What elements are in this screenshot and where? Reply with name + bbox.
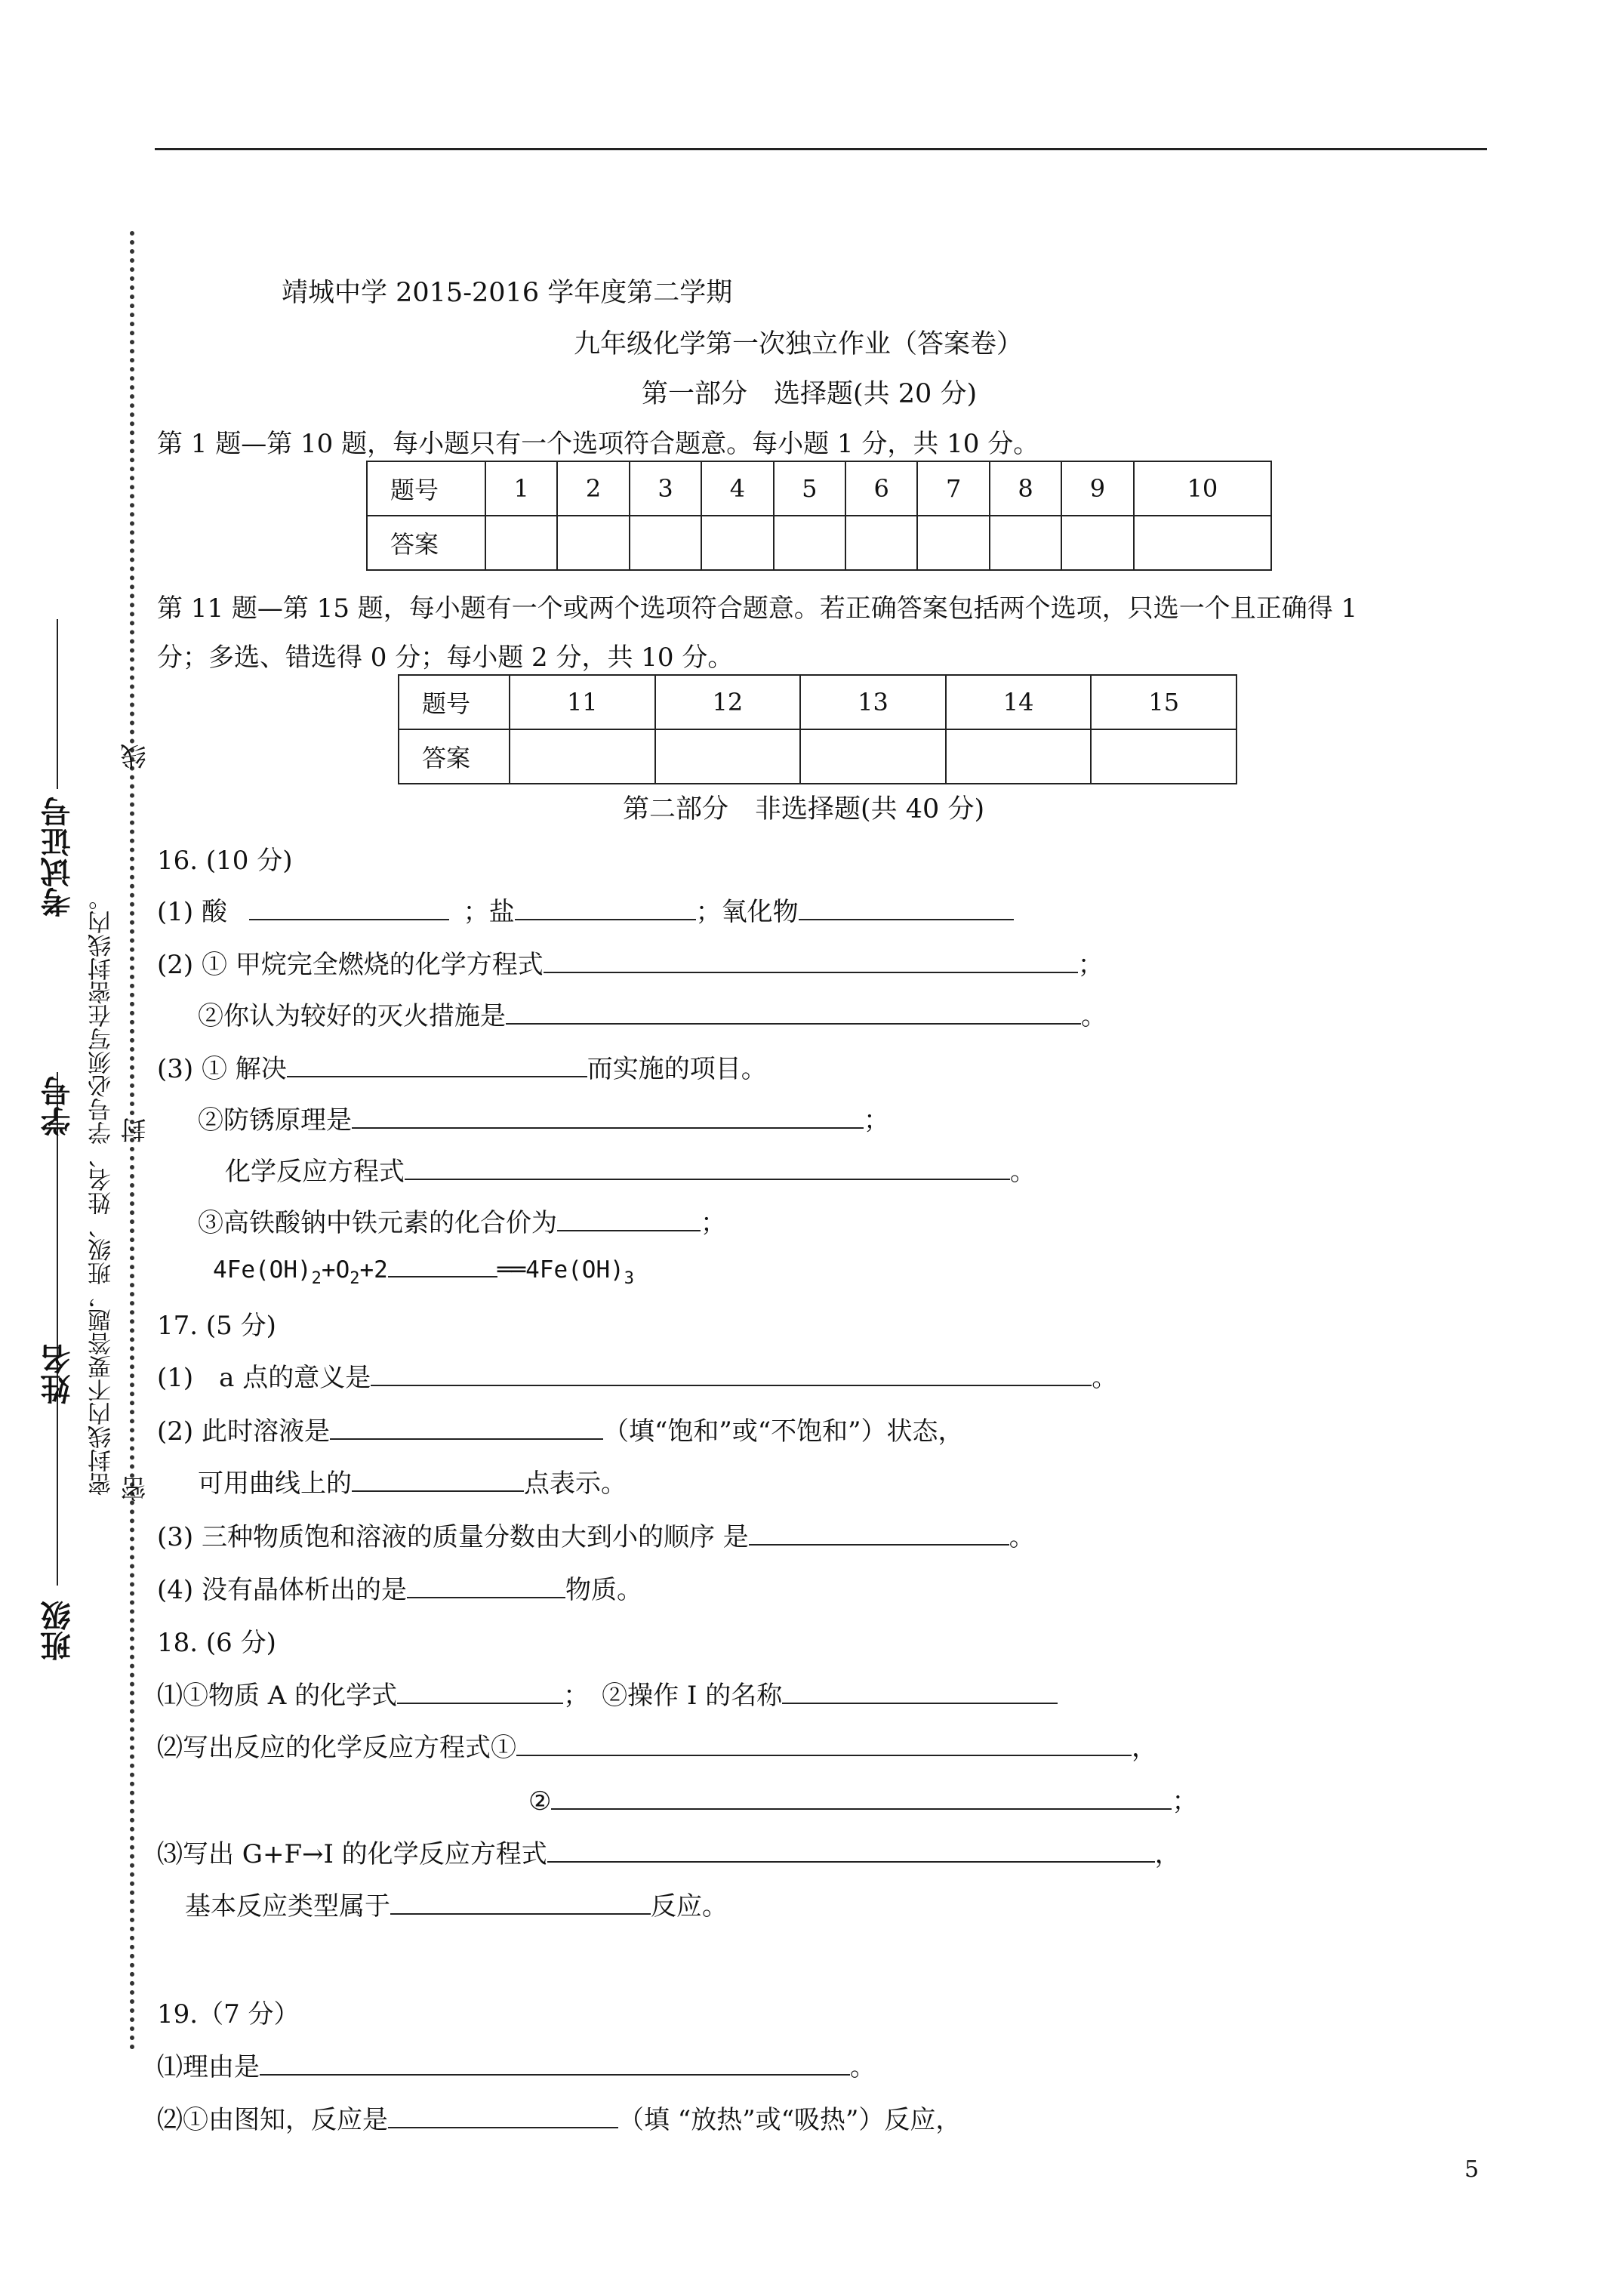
q18-gf-blank[interactable] [547, 1838, 1155, 1863]
q16-l7-punct: ； [701, 1208, 726, 1238]
q18-operation-label: ； ②操作 I 的名称 [563, 1681, 783, 1711]
question-number: 10 [1134, 461, 1271, 516]
q19-heat-suffix: （填 “放热”或“吸热”）反应， [618, 2105, 962, 2135]
q16-eq-blank[interactable] [388, 1253, 497, 1277]
q16-solve-blank[interactable] [287, 1053, 587, 1077]
exam-no-label: 考试证号 [40, 797, 75, 917]
q17-line-2 [157, 1410, 964, 1447]
question-number: 15 [1091, 675, 1236, 729]
q18-reaction2-label: ② [528, 1786, 552, 1817]
q16-line-2 [157, 944, 1104, 981]
q16-acid-blank[interactable] [249, 896, 449, 920]
seal-char-feng: 封 [121, 1117, 151, 1143]
answer-table-2 [398, 674, 1237, 784]
q17-crystal-blank[interactable] [407, 1574, 565, 1598]
q18-reaction1-blank[interactable] [516, 1732, 1132, 1756]
part2-title: 第二部分 非选择题(共 40 分) [623, 794, 985, 824]
q17-crystal-suffix: 物质。 [565, 1575, 642, 1605]
question-number: 12 [655, 675, 801, 729]
row-label-answer: 答案 [367, 516, 485, 570]
answer-cell[interactable] [630, 516, 701, 570]
q16-line-4 [157, 1048, 767, 1085]
answer-cell[interactable] [655, 729, 801, 784]
exam-no-blank [57, 619, 58, 789]
q16-l3-punct: 。 [1081, 1001, 1107, 1031]
eq-part: 4Fe(OH) [213, 1256, 312, 1284]
row-label-number: 题号 [367, 461, 485, 516]
section2-instruction-2: 分；多选、错选得 0 分；每小题 2 分，共 10 分。 [157, 643, 734, 673]
question-number: 7 [917, 461, 989, 516]
eq-subscript: 3 [624, 1269, 635, 1288]
section2-instruction-1: 第 11 题—第 15 题，每小题有一个或两个选项符合题意。若正确答案包括两个选项，只选一个且正确得 1 [157, 593, 1358, 624]
q16-rust-label: ②防锈原理是 [198, 1105, 352, 1136]
table-row [367, 516, 1271, 570]
eq-part: +O [321, 1256, 350, 1284]
answer-cell[interactable] [1061, 516, 1133, 570]
q16-rust-blank[interactable] [352, 1105, 864, 1129]
eq-subscript: 2 [311, 1269, 322, 1288]
q17-solution-label: (2) 此时溶液是 [157, 1416, 330, 1447]
q18-line-5 [185, 1885, 728, 1922]
answer-cell[interactable] [800, 729, 946, 784]
question-number: 4 [701, 461, 773, 516]
q16-l2-punct: ； [1077, 950, 1104, 980]
q19-l1-punct: 。 [850, 2052, 876, 2082]
q16-solve-label: (3) ① 解决 [157, 1054, 287, 1084]
q18-l2-punct: ， [1132, 1733, 1157, 1763]
q16-l5-punct: ； [864, 1105, 889, 1136]
section1-instruction: 第 1 题—第 10 题，每小题只有一个选项符合题意。每小题 1 分，共 10 分。 [157, 429, 1039, 459]
answer-cell[interactable] [1091, 729, 1236, 784]
table-row [367, 461, 1271, 516]
q19-heat-label: ⑵①由图知，反应是 [157, 2105, 388, 2135]
answer-cell[interactable] [557, 516, 629, 570]
exam-title: 九年级化学第一次独立作业（答案卷） [574, 329, 1024, 359]
q17-order-blank[interactable] [749, 1521, 1009, 1546]
answer-cell[interactable] [990, 516, 1061, 570]
q17-line-4 [157, 1516, 1035, 1553]
school-title: 靖城中学 2015-2016 学年度第二学期 [282, 278, 733, 308]
q19-heat-blank[interactable] [388, 2104, 618, 2128]
q18-type-label: 基本反应类型属于 [185, 1891, 390, 1922]
q17-crystal-label: (4) 没有晶体析出的是 [157, 1575, 407, 1605]
table-row [399, 729, 1236, 784]
question-number: 2 [557, 461, 629, 516]
q16-line-7 [198, 1202, 726, 1239]
q16-solve-suffix: 而实施的项目。 [587, 1054, 767, 1084]
q19-line-2 [157, 2099, 961, 2136]
seal-notice: 密封线内不要答题，班级、姓名、学号必须写在密封线内。 [88, 887, 115, 1496]
question-number: 6 [845, 461, 917, 516]
q17-order-label: (3) 三种物质饱和溶液的质量分数由大到小的顺序 是 [157, 1522, 749, 1552]
answer-cell[interactable] [774, 516, 845, 570]
q16-fire-blank[interactable] [506, 1000, 1081, 1025]
q17-curve-label: 可用曲线上的 [198, 1469, 352, 1499]
answer-cell[interactable] [946, 729, 1092, 784]
seal-char-mi: 密 [121, 1476, 151, 1502]
q16-line-5 [198, 1099, 889, 1136]
class-blank [57, 1072, 58, 1586]
eq-subscript: 2 [350, 1269, 360, 1288]
q17-line-5 [157, 1569, 642, 1606]
q16-line-6 [225, 1151, 1036, 1188]
question-number: 9 [1061, 461, 1133, 516]
q18-heading: 18. (6 分) [157, 1628, 276, 1658]
answer-cell[interactable] [1134, 516, 1271, 570]
q16-acid-label: (1) 酸 [157, 897, 227, 927]
q16-line-1 [157, 891, 1014, 928]
q17-point-blank[interactable] [371, 1362, 1092, 1386]
q18-line-2 [157, 1727, 1157, 1764]
part1-title: 第一部分 选择题(共 20 分) [642, 379, 978, 409]
q17-heading: 17. (5 分) [157, 1311, 276, 1341]
q16-l6-punct: 。 [1010, 1157, 1036, 1187]
q17-solution-blank[interactable] [330, 1416, 603, 1440]
header-rule [155, 148, 1487, 150]
q16-salt-blank[interactable] [515, 896, 696, 920]
q16-fire-label: ②你认为较好的灭火措施是 [198, 1001, 506, 1031]
answer-cell[interactable] [845, 516, 917, 570]
student-no-label: 学号 [40, 1076, 75, 1136]
q18-formula-label: ⑴①物质 A 的化学式 [157, 1681, 398, 1711]
q16-heading: 16. (10 分) [157, 846, 293, 876]
q18-operation-blank[interactable] [782, 1680, 1058, 1704]
q17-curve-blank[interactable] [352, 1468, 524, 1492]
question-number: 11 [510, 675, 655, 729]
table-row [399, 675, 1236, 729]
answer-cell[interactable] [510, 729, 655, 784]
q16-oxide-label: ；氧化物 [695, 897, 799, 927]
q18-line-1 [157, 1675, 1058, 1712]
answer-cell[interactable] [701, 516, 773, 570]
seal-char-xian: 线 [121, 744, 151, 769]
question-number: 14 [946, 675, 1092, 729]
q17-solution-suffix: （填“饱和”或“不饱和”）状态， [602, 1416, 964, 1447]
q17-l1-punct: 。 [1092, 1363, 1118, 1393]
question-number: 5 [774, 461, 845, 516]
q19-reason-blank[interactable] [260, 2051, 850, 2076]
q16-equation [213, 1253, 634, 1288]
q16-oxide-blank[interactable] [799, 896, 1014, 920]
question-number: 3 [630, 461, 701, 516]
q19-heading: 19.（7 分） [157, 1999, 300, 2029]
q16-valence-label: ③高铁酸钠中铁元素的化合价为 [198, 1208, 557, 1238]
q18-formula-blank[interactable] [397, 1680, 563, 1704]
q16-methane-blank[interactable] [544, 949, 1078, 973]
row-label-number: 题号 [399, 675, 510, 729]
page-number: 5 [1464, 2156, 1480, 2183]
q19-line-1 [157, 2046, 876, 2083]
q19-reason-label: ⑴理由是 [157, 2052, 260, 2082]
q18-gf-label: ⑶写出 G+F→I 的化学反应方程式 [157, 1839, 547, 1869]
question-number: 1 [485, 461, 557, 516]
q17-point-label: (1) a 点的意义是 [157, 1363, 371, 1393]
q18-l4-punct: ， [1154, 1839, 1181, 1869]
eq-part: ══4Fe(OH) [497, 1256, 624, 1284]
q18-type-blank[interactable] [390, 1891, 651, 1915]
q18-line-4 [157, 1833, 1181, 1870]
q16-methane-label: (2) ① 甲烷完全燃烧的化学方程式 [157, 950, 544, 980]
q17-line-3 [198, 1462, 627, 1499]
q16-equation-blank[interactable] [405, 1156, 1010, 1180]
answer-cell[interactable] [917, 516, 989, 570]
q18-l3-punct: ； [1172, 1786, 1198, 1817]
q16-salt-label: ；盐 [463, 897, 515, 927]
question-number: 8 [990, 461, 1061, 516]
class-label: 班级 [40, 1601, 75, 1661]
question-number: 13 [800, 675, 946, 729]
q16-line-3 [198, 995, 1107, 1032]
q18-type-suffix: 反应。 [651, 1891, 728, 1922]
row-label-answer: 答案 [399, 729, 510, 784]
name-label: 姓名 [40, 1344, 75, 1404]
q18-reaction2-blank[interactable] [551, 1786, 1172, 1810]
q17-curve-suffix: 点表示。 [524, 1469, 627, 1499]
answer-table-1 [366, 461, 1272, 571]
q17-line-1 [157, 1357, 1117, 1394]
q17-l4-punct: 。 [1009, 1522, 1035, 1552]
q16-equation-label: 化学反应方程式 [225, 1157, 405, 1187]
q16-valence-blank[interactable] [557, 1207, 701, 1231]
eq-part: +2 [359, 1256, 388, 1284]
q18-line-3 [528, 1780, 1197, 1817]
answer-cell[interactable] [485, 516, 557, 570]
q18-reaction1-label: ⑵写出反应的化学反应方程式① [157, 1733, 516, 1763]
